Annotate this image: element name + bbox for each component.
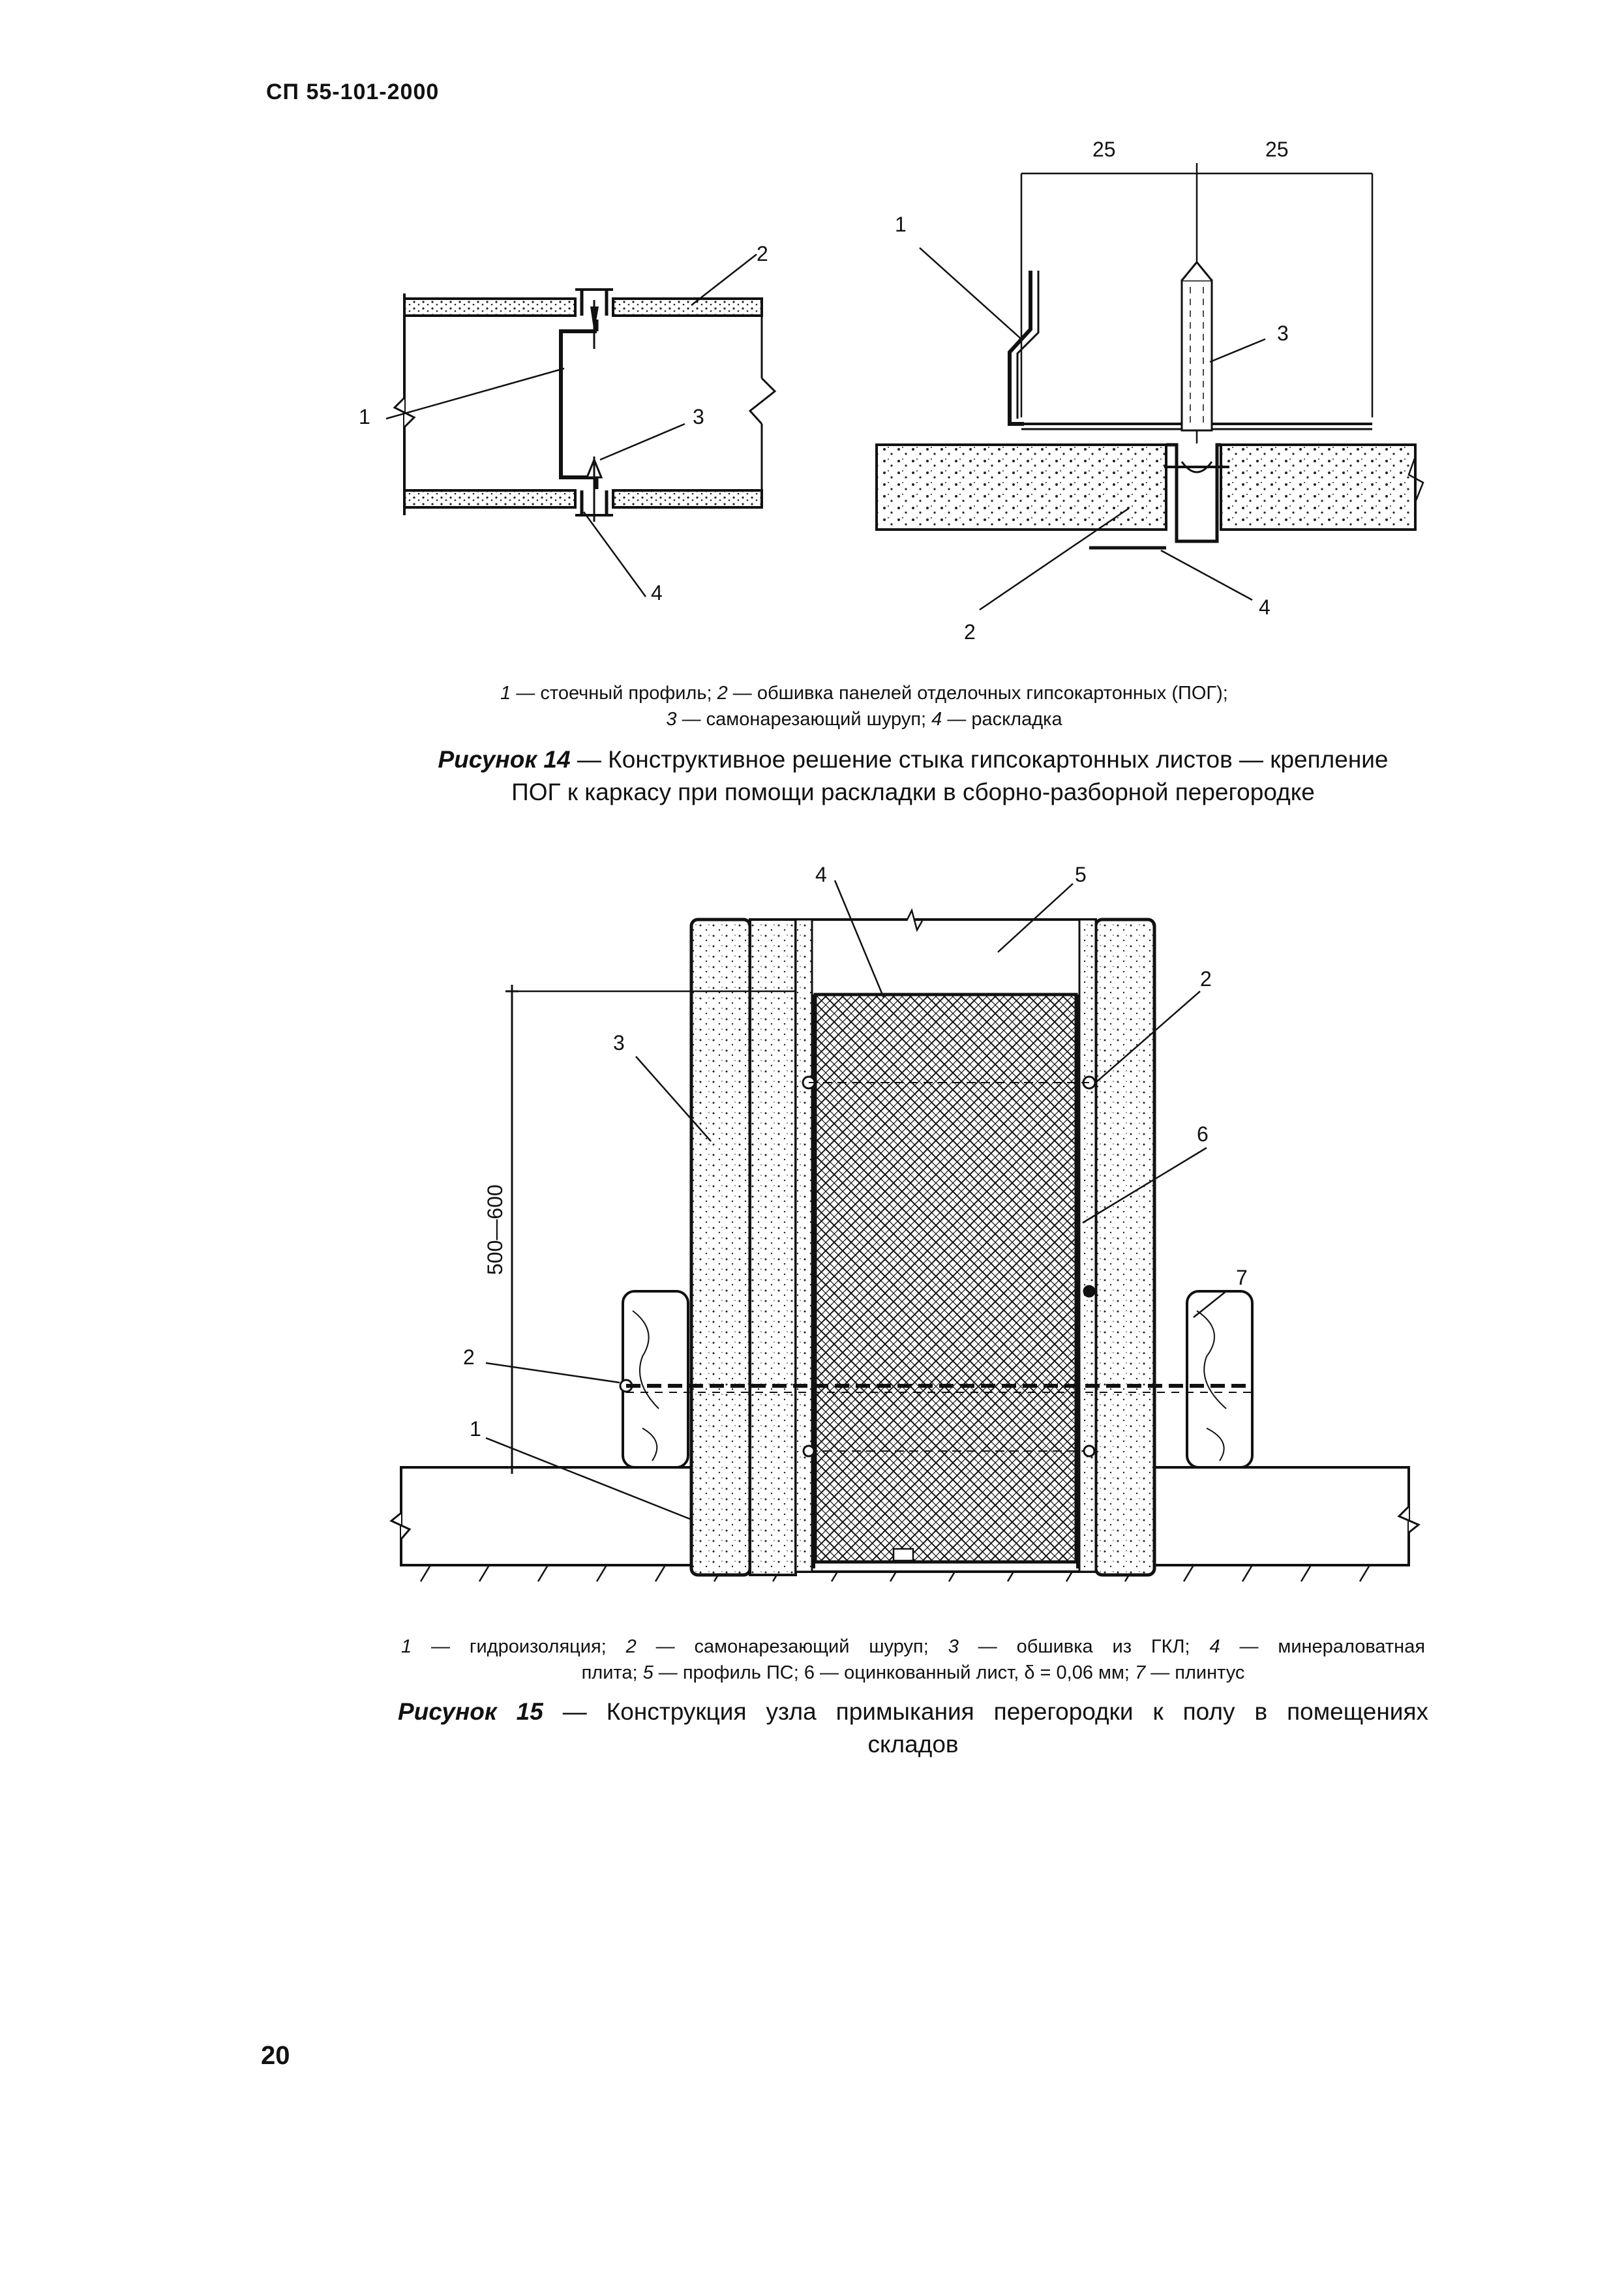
fig15-callout-2-bottom: 2 bbox=[463, 1345, 475, 1369]
figure-14-left-drawing bbox=[339, 235, 835, 626]
fig15-callout-2-top: 2 bbox=[1200, 967, 1212, 991]
fig14-right-callout-2: 2 bbox=[964, 620, 976, 644]
fig14-left-callout-4: 4 bbox=[651, 581, 663, 605]
figure-15-drawing bbox=[385, 861, 1422, 1617]
fig14-left-callout-2: 2 bbox=[757, 242, 768, 265]
figure-14-legend-line-2: 3 — самонарезающий шуруп; 4 — раскладка bbox=[666, 709, 1062, 730]
figure-14-right-drawing bbox=[867, 117, 1474, 665]
figure-14-label: Рисунок 14 bbox=[438, 746, 571, 773]
fig15-callout-7: 7 bbox=[1236, 1266, 1248, 1289]
fig14-right-callout-4: 4 bbox=[1259, 595, 1271, 619]
figure-15-label: Рисунок 15 bbox=[398, 1698, 543, 1725]
fig15-dimension: 500—600 bbox=[483, 1184, 507, 1275]
document-header: СП 55-101-2000 bbox=[266, 80, 440, 104]
figure-14-legend-line-1: 1 — стоечный профиль; 2 — обшивка панелей отделочных гипсокартонных (ПОГ); bbox=[500, 683, 1228, 704]
fig15-callout-6: 6 bbox=[1197, 1122, 1209, 1146]
figure-14-legend bbox=[326, 680, 1402, 732]
fig14-right-callout-3: 3 bbox=[1277, 322, 1289, 345]
fig14-left-callout-3: 3 bbox=[693, 405, 704, 428]
fig15-callout-1: 1 bbox=[470, 1417, 481, 1441]
fig14-left-callout-1: 1 bbox=[359, 405, 370, 428]
figure-14-caption: Рисунок 14 — Конструктивное решение стыка гипсокартонных листов — крепление ПОГ к каркасу при помощи раскладки в сборно-разборной перегородке bbox=[438, 746, 1389, 805]
figure-15-legend-line-2: плита; 5 — профиль ПС; 6 — оцинкованный лист, δ = 0,06 мм; 7 — плинтус bbox=[581, 1662, 1245, 1683]
figure-15-caption: Рисунок 15 — Конструкция узла примыкания перегородки к полу в помещениях складов bbox=[398, 1698, 1429, 1758]
fig14-right-dim-2: 25 bbox=[1265, 138, 1289, 161]
fig14-right-callout-1: 1 bbox=[895, 213, 907, 236]
page-number: 20 bbox=[261, 2041, 290, 2070]
fig14-right-dim-1: 25 bbox=[1092, 138, 1116, 161]
figure-15-legend bbox=[401, 1634, 1425, 1660]
fig15-callout-4: 4 bbox=[815, 863, 827, 886]
fig15-callout-5: 5 bbox=[1075, 863, 1087, 886]
figure-15-legend-line-1: 1 — гидроизоляция; 2 — самонарезающий шуруп; 3 — обшивка из ГКЛ; 4 — минераловатная bbox=[401, 1636, 1426, 1657]
fig15-callout-3: 3 bbox=[613, 1031, 625, 1055]
